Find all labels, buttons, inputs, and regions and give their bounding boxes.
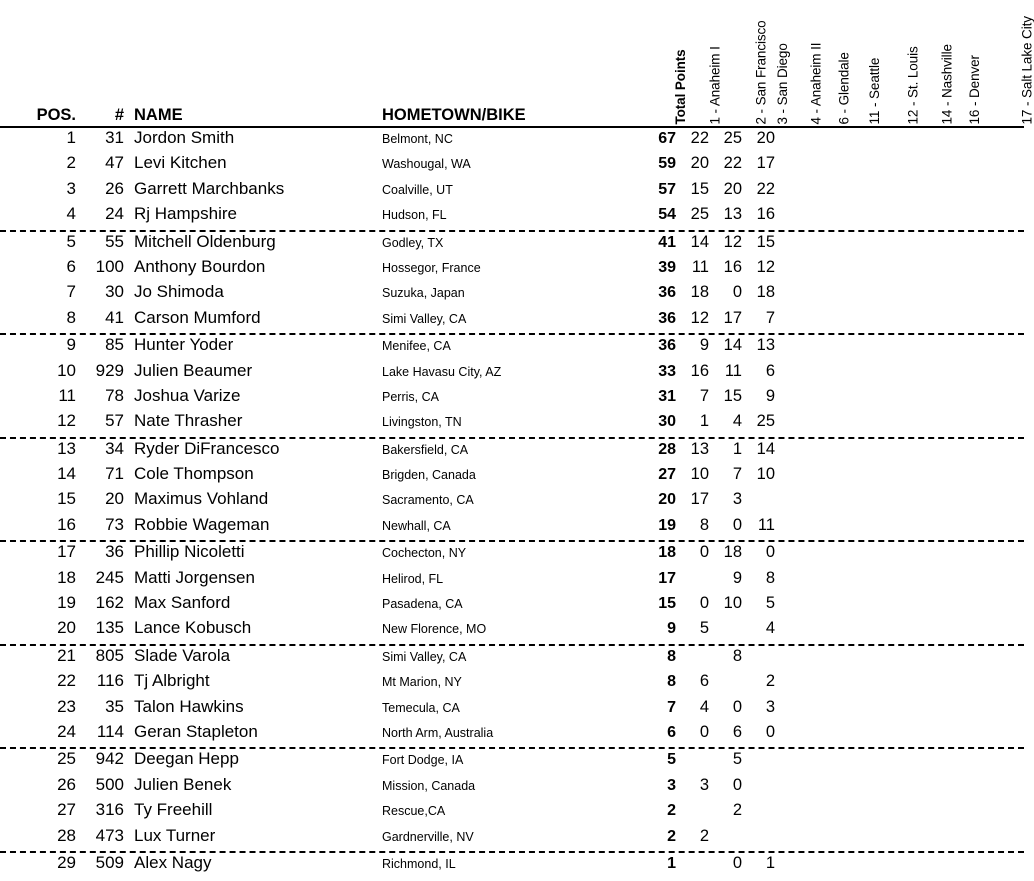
row-hometown: Bakersfield, CA (382, 442, 469, 457)
row-round-points-1: 0 (699, 543, 709, 562)
row-round-points-2: 3 (732, 490, 742, 509)
row-position: 23 (57, 696, 76, 716)
row-rider-name: Carson Mumford (134, 307, 261, 327)
row-hometown: Sacramento, CA (382, 493, 474, 508)
row-rider-name: Garrett Marchbanks (134, 178, 285, 198)
row-rider-name: Cole Thompson (134, 464, 254, 484)
row-round-points-2: 14 (723, 336, 742, 355)
row-rider-name: Julien Beaumer (134, 360, 253, 380)
table-row[interactable] (0, 800, 1024, 825)
table-row[interactable] (0, 697, 1024, 722)
row-round-points-1: 18 (690, 283, 709, 302)
row-position: 12 (57, 411, 76, 431)
row-round-points-2: 0 (732, 853, 742, 872)
row-round-points-1: 0 (699, 722, 709, 741)
row-position: 7 (66, 282, 76, 302)
row-rider-name: Maximus Vohland (134, 489, 269, 509)
row-round-points-3: 3 (765, 697, 775, 716)
row-round-points-2: 25 (723, 129, 742, 147)
row-number: 245 (95, 567, 124, 587)
row-number: 26 (105, 178, 124, 198)
row-position: 9 (66, 335, 76, 355)
row-total-points: 2 (667, 802, 676, 820)
column-header-hometown: HOMETOWN/BIKE (382, 106, 526, 124)
row-total-points: 67 (658, 130, 676, 147)
row-round-points-1: 17 (690, 490, 709, 509)
row-hometown: Rescue,CA (382, 804, 446, 819)
row-total-points: 18 (658, 544, 676, 562)
row-round-points-2: 2 (732, 801, 742, 820)
row-rider-name: Levi Kitchen (134, 153, 227, 173)
row-round-points-1: 14 (690, 232, 709, 251)
row-total-points: 59 (658, 155, 676, 173)
row-position: 2 (66, 153, 76, 173)
table-row[interactable] (0, 593, 1024, 618)
row-hometown: Menifee, CA (382, 339, 451, 354)
row-total-points: 15 (658, 595, 676, 613)
table-row[interactable] (0, 128, 1024, 153)
row-position: 26 (57, 774, 76, 794)
row-number: 100 (95, 256, 124, 276)
row-round-points-1: 10 (690, 465, 709, 484)
round-header-label: 6 - Glendale (836, 51, 852, 124)
row-total-points: 27 (658, 466, 676, 484)
row-hometown: Suzuka, Japan (382, 286, 465, 301)
row-round-points-1: 0 (699, 594, 709, 613)
row-rider-name: Max Sanford (134, 593, 231, 613)
row-position: 29 (57, 852, 76, 872)
row-round-points-3: 7 (765, 308, 775, 327)
row-position: 25 (57, 749, 76, 769)
row-hometown: Pasadena, CA (382, 597, 463, 612)
table-row[interactable] (0, 542, 1024, 567)
row-position: 11 (58, 385, 76, 405)
row-round-points-2: 10 (723, 594, 742, 613)
row-hometown: Helirod, FL (382, 571, 444, 586)
row-hometown: Washougal, WA (382, 157, 471, 172)
table-row[interactable] (0, 153, 1024, 178)
row-number: 509 (95, 852, 124, 872)
row-round-points-2: 6 (732, 722, 742, 741)
round-header-label: 1 - Anaheim I (707, 45, 723, 124)
table-row[interactable] (0, 257, 1024, 282)
row-number: 85 (105, 335, 124, 355)
row-round-points-1: 6 (699, 672, 709, 691)
row-rider-name: Ryder DiFrancesco (134, 438, 280, 458)
row-number: 805 (95, 645, 124, 665)
row-number: 116 (96, 671, 124, 691)
row-round-points-3: 4 (765, 619, 775, 638)
row-round-points-3: 6 (765, 361, 775, 380)
round-header-9 (930, 0, 982, 126)
row-position: 28 (57, 825, 76, 845)
round-header-8 (897, 0, 955, 126)
row-position: 4 (66, 204, 76, 224)
row-round-points-3: 2 (765, 672, 775, 691)
row-position: 20 (57, 618, 76, 638)
row-round-points-2: 7 (732, 465, 742, 484)
row-round-points-3: 1 (765, 853, 775, 872)
row-round-points-2: 17 (723, 308, 742, 327)
row-round-points-2: 5 (732, 750, 742, 769)
row-hometown: Coalville, UT (382, 182, 453, 197)
row-number: 35 (105, 696, 124, 716)
row-round-points-1: 3 (699, 775, 709, 794)
row-rider-name: Ty Freehill (134, 800, 213, 820)
row-hometown: New Florence, MO (382, 622, 487, 637)
row-number: 162 (95, 593, 124, 613)
row-total-points: 54 (658, 206, 676, 224)
row-hometown: Temecula, CA (382, 700, 460, 715)
round-header-label: 2 - San Francisco (753, 19, 769, 124)
table-row[interactable] (0, 671, 1024, 696)
row-hometown: Perris, CA (382, 389, 439, 404)
row-rider-name: Jordon Smith (134, 128, 235, 147)
row-round-points-1: 9 (699, 336, 709, 355)
row-round-points-2: 0 (732, 697, 742, 716)
row-rider-name: Hunter Yoder (134, 335, 234, 355)
round-header-7 (864, 0, 921, 126)
row-rider-name: Matti Jorgensen (134, 567, 255, 587)
table-row[interactable] (0, 411, 1024, 436)
row-round-points-3: 16 (756, 205, 775, 224)
row-total-points: 30 (658, 413, 676, 431)
row-round-points-2: 22 (723, 154, 742, 173)
table-row[interactable] (0, 386, 1024, 411)
row-total-points: 2 (667, 827, 676, 845)
row-number: 41 (105, 307, 124, 327)
row-round-points-3: 0 (765, 543, 775, 562)
table-header (0, 0, 1034, 126)
row-round-points-2: 0 (732, 283, 742, 302)
row-round-points-1: 1 (699, 412, 709, 431)
row-hometown: Gardnerville, NV (382, 829, 474, 844)
row-hometown: Cochecton, NY (382, 546, 467, 561)
row-number: 500 (95, 774, 124, 794)
column-header-name: NAME (134, 106, 183, 124)
table-row[interactable] (0, 204, 1024, 229)
row-round-points-1: 22 (690, 129, 709, 147)
row-hometown: Lake Havasu City, AZ (382, 364, 502, 379)
row-position: 3 (66, 178, 76, 198)
row-number: 20 (105, 489, 124, 509)
row-total-points: 57 (658, 180, 676, 198)
row-round-points-3: 8 (765, 568, 775, 587)
row-round-points-2: 18 (723, 543, 742, 562)
row-number: 473 (95, 825, 124, 845)
row-total-points: 3 (667, 776, 676, 794)
round-header-label: 14 - Nashville (939, 43, 955, 124)
row-total-points: 8 (667, 673, 676, 691)
round-header-label: 16 - Denver (966, 54, 982, 124)
row-round-points-1: 4 (699, 697, 709, 716)
row-rider-name: Talon Hawkins (134, 696, 244, 716)
row-position: 18 (57, 567, 76, 587)
table-row[interactable] (0, 439, 1024, 464)
row-rider-name: Tj Albright (134, 671, 210, 691)
round-header-label: Total Points (673, 48, 689, 124)
row-hometown: Hudson, FL (382, 208, 447, 223)
table-row[interactable] (0, 775, 1024, 800)
row-round-points-3: 11 (757, 515, 775, 534)
row-rider-name: Joshua Varize (134, 385, 241, 405)
table-row[interactable] (0, 179, 1024, 204)
row-hometown: Mission, Canada (382, 778, 476, 793)
row-total-points: 36 (658, 309, 676, 327)
row-position: 6 (66, 256, 76, 276)
row-number: 57 (105, 411, 124, 431)
row-position: 8 (66, 307, 76, 327)
row-number: 31 (105, 128, 124, 147)
row-number: 135 (95, 618, 124, 638)
table-row[interactable] (0, 618, 1024, 643)
table-row[interactable] (0, 646, 1024, 671)
row-position: 21 (57, 645, 76, 665)
row-number: 47 (105, 153, 124, 173)
row-hometown: Godley, TX (382, 235, 444, 250)
row-position: 14 (57, 464, 76, 484)
row-round-points-3: 0 (765, 722, 775, 741)
row-round-points-1: 13 (690, 439, 709, 458)
row-number: 30 (105, 282, 124, 302)
row-rider-name: Geran Stapleton (134, 721, 258, 741)
standings-table-body (0, 128, 1024, 878)
row-position: 1 (66, 128, 76, 147)
row-total-points: 41 (658, 233, 676, 251)
row-rider-name: Lance Kobusch (134, 618, 252, 638)
row-position: 17 (57, 542, 76, 562)
row-rider-name: Lux Turner (134, 825, 216, 845)
row-number: 55 (105, 231, 124, 251)
row-round-points-3: 14 (756, 439, 775, 458)
row-rider-name: Slade Varola (134, 645, 231, 665)
row-round-points-1: 15 (690, 179, 709, 198)
row-position: 10 (57, 360, 76, 380)
table-row[interactable] (0, 489, 1024, 514)
row-total-points: 39 (658, 258, 676, 276)
row-round-points-3: 17 (756, 154, 775, 173)
table-row[interactable] (0, 308, 1024, 333)
round-header-label: 11 - Seattle (866, 57, 882, 124)
table-row[interactable] (0, 826, 1024, 851)
row-rider-name: Deegan Hepp (134, 749, 239, 769)
row-round-points-3: 10 (756, 465, 775, 484)
row-position: 22 (57, 671, 76, 691)
row-position: 19 (57, 593, 76, 613)
row-round-points-3: 25 (756, 412, 775, 431)
row-total-points: 7 (667, 698, 676, 716)
column-header-pos: POS. (36, 106, 76, 124)
round-header-4 (765, 0, 823, 126)
row-number: 78 (105, 385, 124, 405)
round-header-10 (963, 0, 1034, 126)
round-header-2 (699, 0, 769, 126)
column-header-number: # (114, 106, 124, 124)
table-row[interactable] (0, 464, 1024, 489)
row-round-points-1: 5 (699, 619, 709, 638)
row-number: 316 (95, 800, 124, 820)
row-hometown: Fort Dodge, IA (382, 753, 464, 768)
row-position: 5 (66, 231, 76, 251)
row-number: 73 (105, 514, 124, 534)
row-position: 16 (57, 514, 76, 534)
row-number: 71 (105, 464, 124, 484)
row-round-points-2: 8 (732, 646, 742, 665)
row-round-points-1: 16 (690, 361, 709, 380)
row-round-points-3: 15 (756, 232, 775, 251)
column-header-row (0, 96, 644, 126)
row-round-points-3: 9 (765, 386, 775, 405)
round-header-3 (732, 0, 790, 126)
row-position: 15 (57, 489, 76, 509)
row-rider-name: Nate Thrasher (134, 411, 243, 431)
row-rider-name: Anthony Bourdon (134, 256, 266, 276)
row-round-points-1: 11 (691, 257, 709, 276)
table-row[interactable] (0, 361, 1024, 386)
row-total-points: 5 (667, 751, 676, 769)
row-round-points-1: 12 (690, 308, 709, 327)
row-round-points-1: 25 (690, 205, 709, 224)
table-row[interactable] (0, 232, 1024, 257)
row-round-points-1: 2 (699, 826, 709, 845)
row-number: 24 (105, 204, 124, 224)
row-total-points: 9 (667, 620, 676, 638)
row-round-points-3: 22 (756, 179, 775, 198)
row-position: 27 (57, 800, 76, 820)
row-hometown: Mt Marion, NY (382, 675, 462, 690)
round-header-label: 17 - Salt Lake City (1019, 15, 1034, 124)
row-round-points-2: 15 (723, 386, 742, 405)
row-number: 36 (105, 542, 124, 562)
row-round-points-3: 18 (756, 283, 775, 302)
round-header-6 (831, 0, 882, 126)
table-row[interactable] (0, 568, 1024, 593)
row-position: 24 (57, 721, 76, 741)
row-round-points-2: 11 (724, 361, 742, 380)
row-round-points-2: 0 (732, 775, 742, 794)
row-number: 942 (95, 749, 124, 769)
round-header-1 (666, 0, 723, 126)
row-hometown: North Arm, Australia (382, 725, 494, 740)
table-row[interactable] (0, 515, 1024, 540)
row-hometown: Newhall, CA (382, 518, 451, 533)
row-round-points-2: 20 (723, 179, 742, 198)
row-round-points-2: 12 (723, 232, 742, 251)
row-round-points-2: 13 (723, 205, 742, 224)
row-round-points-2: 0 (732, 515, 742, 534)
table-row[interactable] (0, 853, 1024, 878)
table-row[interactable] (0, 722, 1024, 747)
row-number: 929 (95, 360, 124, 380)
row-hometown: Simi Valley, CA (382, 311, 467, 326)
row-total-points: 36 (658, 337, 676, 355)
row-rider-name: Rj Hampshire (134, 204, 237, 224)
row-total-points: 8 (667, 647, 676, 665)
row-round-points-1: 8 (699, 515, 709, 534)
row-round-points-2: 9 (732, 568, 742, 587)
row-total-points: 6 (667, 723, 676, 741)
round-header-label: 3 - San Diego (774, 42, 790, 124)
table-row[interactable] (0, 282, 1024, 307)
row-round-points-2: 16 (723, 257, 742, 276)
table-row[interactable] (0, 749, 1024, 774)
row-round-points-3: 12 (756, 257, 775, 276)
row-round-points-3: 20 (756, 129, 775, 147)
row-hometown: Brigden, Canada (382, 468, 476, 483)
round-header-label: 4 - Anaheim II (807, 42, 823, 124)
row-round-points-2: 4 (732, 412, 742, 431)
row-total-points: 19 (658, 516, 676, 534)
row-round-points-3: 5 (765, 594, 775, 613)
row-round-points-2: 1 (732, 439, 742, 458)
round-header-5 (798, 0, 852, 126)
row-round-points-1: 7 (699, 386, 709, 405)
row-hometown: Hossegor, France (382, 260, 481, 275)
row-total-points: 17 (658, 569, 676, 587)
table-row[interactable] (0, 335, 1024, 360)
round-header-label: 12 - St. Louis (905, 45, 921, 124)
row-number: 114 (96, 721, 124, 741)
row-total-points: 20 (658, 491, 676, 509)
row-hometown: Richmond, IL (382, 856, 456, 871)
row-total-points: 33 (658, 362, 676, 380)
row-rider-name: Robbie Wageman (134, 514, 270, 534)
row-hometown: Belmont, NC (382, 132, 453, 146)
row-total-points: 1 (667, 854, 676, 872)
row-rider-name: Alex Nagy (134, 852, 212, 872)
row-rider-name: Mitchell Oldenburg (134, 231, 276, 251)
row-number: 34 (105, 438, 124, 458)
row-rider-name: Phillip Nicoletti (134, 542, 245, 562)
row-total-points: 28 (658, 440, 676, 458)
row-rider-name: Jo Shimoda (134, 282, 224, 302)
row-round-points-3: 13 (756, 336, 775, 355)
row-total-points: 31 (658, 387, 676, 405)
row-round-points-1: 20 (690, 154, 709, 173)
row-position: 13 (57, 438, 76, 458)
row-rider-name: Julien Benek (134, 774, 232, 794)
row-hometown: Livingston, TN (382, 415, 462, 430)
row-total-points: 36 (658, 284, 676, 302)
row-hometown: Simi Valley, CA (382, 649, 467, 664)
